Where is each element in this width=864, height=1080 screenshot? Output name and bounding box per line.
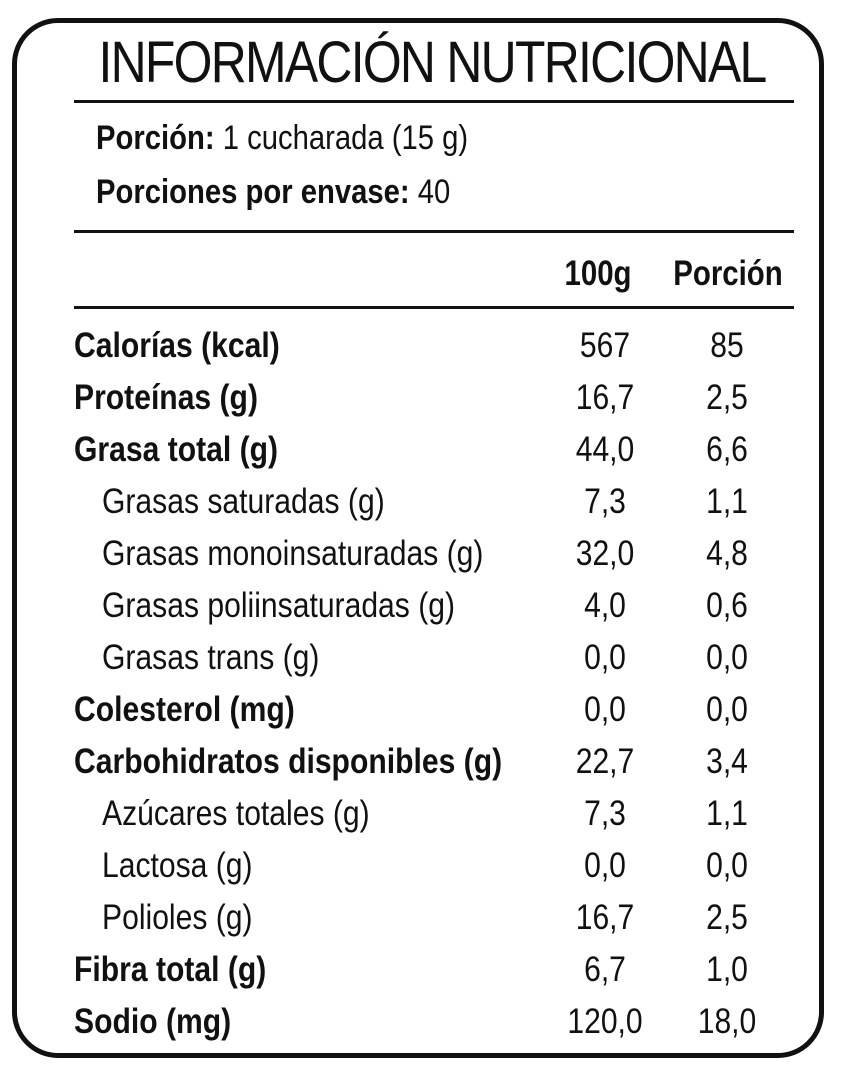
nutrient-row xyxy=(0,476,864,528)
nutrient-value-portion: 0,0 xyxy=(706,846,748,885)
nutrient-name: Calorías (kcal) xyxy=(74,326,280,365)
nutrient-name: Fibra total (g) xyxy=(74,950,267,989)
nutrient-name: Colesterol (mg) xyxy=(74,690,295,729)
nutrient-name: Carbohidratos disponibles (g) xyxy=(74,742,503,781)
nutrient-row xyxy=(0,580,864,632)
nutrient-value-100g: 0,0 xyxy=(584,690,626,729)
nutrient-value-portion: 85 xyxy=(710,326,744,365)
nutrient-name: Grasa total (g) xyxy=(74,430,279,469)
nutrient-name: Azúcares totales (g) xyxy=(102,794,370,833)
nutrient-value-portion: 3,4 xyxy=(706,742,748,781)
nutrient-value-100g: 4,0 xyxy=(584,586,626,625)
serving-size-label: Porción: xyxy=(96,119,215,157)
nutrient-value-100g: 7,3 xyxy=(584,482,626,521)
nutrient-value-100g: 6,7 xyxy=(584,950,626,989)
nutrient-row xyxy=(0,892,864,944)
nutrient-name: Proteínas (g) xyxy=(74,378,258,417)
nutrient-row xyxy=(0,632,864,684)
nutrient-value-portion: 4,8 xyxy=(706,534,748,573)
nutrient-value-portion: 6,6 xyxy=(706,430,748,469)
nutrient-row xyxy=(0,788,864,840)
nutrient-value-portion: 0,6 xyxy=(706,586,748,625)
title-divider xyxy=(74,100,794,103)
nutrient-row xyxy=(0,944,864,996)
nutrient-value-portion: 0,0 xyxy=(706,690,748,729)
nutrient-value-100g: 16,7 xyxy=(575,378,635,417)
nutrient-value-100g: 22,7 xyxy=(575,742,635,781)
nutrient-value-portion: 1,1 xyxy=(706,794,748,833)
nutrient-row xyxy=(0,424,864,476)
nutrient-value-portion: 0,0 xyxy=(706,638,748,677)
nutrient-value-100g: 0,0 xyxy=(584,638,626,677)
serving-size-value: 1 cucharada (15 g) xyxy=(222,119,469,157)
nutrient-value-100g: 44,0 xyxy=(575,430,635,469)
nutrient-row xyxy=(0,372,864,424)
nutrient-row xyxy=(0,736,864,788)
nutrient-name: Grasas saturadas (g) xyxy=(102,482,385,521)
nutrient-value-portion: 18,0 xyxy=(697,1002,757,1041)
nutrient-row xyxy=(0,684,864,736)
servings-per-container-line xyxy=(96,172,450,212)
column-header-100g: 100g xyxy=(564,254,632,293)
nutrient-value-100g: 32,0 xyxy=(575,534,635,573)
header-divider xyxy=(74,306,794,309)
nutrient-row xyxy=(0,996,864,1048)
nutrient-value-100g: 7,3 xyxy=(584,794,626,833)
nutrient-value-100g: 120,0 xyxy=(567,1002,643,1041)
nutrient-name: Grasas monoinsaturadas (g) xyxy=(102,534,484,573)
nutrient-value-100g: 567 xyxy=(579,326,631,365)
nutrient-value-portion: 1,0 xyxy=(706,950,748,989)
label-title: INFORMACIÓN NUTRICIONAL xyxy=(98,30,766,95)
nutrient-row xyxy=(0,840,864,892)
nutrient-value-portion: 1,1 xyxy=(706,482,748,521)
nutrient-row xyxy=(0,528,864,580)
nutrient-name: Sodio (mg) xyxy=(74,1002,232,1041)
nutrient-row xyxy=(0,320,864,372)
servings-per-container-label: Porciones por envase: xyxy=(96,173,410,211)
nutrient-name: Grasas poliinsaturadas (g) xyxy=(102,586,456,625)
nutrient-name: Polioles (g) xyxy=(102,898,253,937)
serving-divider xyxy=(74,230,794,233)
serving-size-line xyxy=(96,118,468,158)
nutrient-value-100g: 16,7 xyxy=(575,898,635,937)
nutrient-name: Grasas trans (g) xyxy=(102,638,320,677)
nutrient-value-portion: 2,5 xyxy=(706,898,748,937)
column-header-portion: Porción xyxy=(673,254,783,293)
nutrient-value-portion: 2,5 xyxy=(706,378,748,417)
servings-per-container-value: 40 xyxy=(417,173,451,211)
nutrient-name: Lactosa (g) xyxy=(102,846,253,885)
nutrient-value-100g: 0,0 xyxy=(584,846,626,885)
